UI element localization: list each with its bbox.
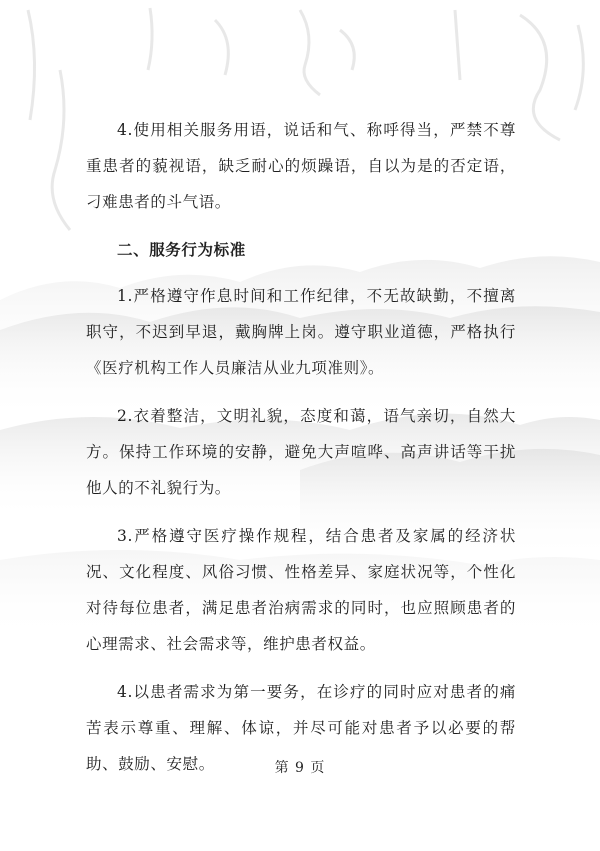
section-heading: 二、服务行为标准 [117, 241, 246, 259]
paragraph: 4.以患者需求为第一要务，在诊疗的同时应对患者的痛苦表示尊重、理解、体谅，并尽可能对患者予以必要的帮助、鼓励、安慰。 [86, 683, 516, 773]
paragraph: 2.衣着整洁，文明礼貌，态度和蔼，语气亲切，自然大方。保持工作环境的安静，避免大声喧哗、高声讲话等干扰他人的不礼貌行为。 [86, 407, 516, 497]
document-body [86, 112, 516, 794]
paragraph: 1.严格遵守作息时间和工作纪律，不无故缺勤，不擅离职守，不迟到早退，戴胸牌上岗。遵守职业道德，严格执行《医疗机构工作人员廉洁从业九项准则》。 [86, 287, 516, 377]
paragraph: 3.严格遵守医疗操作规程，结合患者及家属的经济状况、文化程度、风俗习惯、性格差异、家庭状况等，个性化对待每位患者，满足患者治病需求的同时，也应照顾患者的心理需求、社会需求等，维护患者权益。 [86, 527, 516, 653]
page-number: 第 9 页 [274, 760, 326, 776]
paragraph: 4.使用相关服务用语，说话和气、称呼得当，严禁不尊重患者的藐视语，缺乏耐心的烦躁语，自以为是的否定语，刁难患者的斗气语。 [86, 121, 516, 211]
